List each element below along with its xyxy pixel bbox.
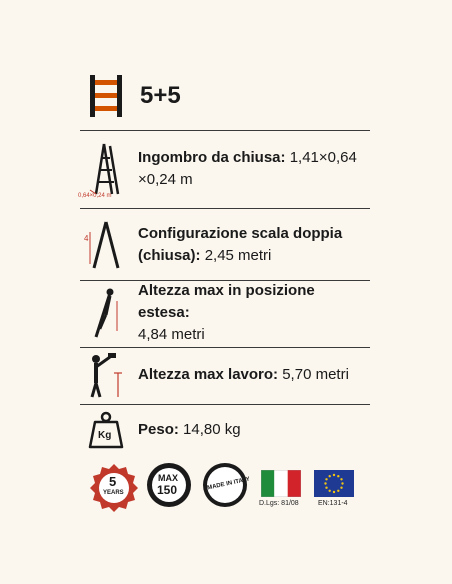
certification-badges [86, 462, 366, 522]
row-weight [80, 408, 370, 452]
folded-ladder-icon [80, 137, 132, 201]
divider [80, 347, 370, 348]
double-config-label-2: (chiusa): [138, 247, 201, 264]
closed-size-label: Ingombro da chiusa: [138, 149, 286, 166]
flag-caption: D.Lgs: 81/08 [259, 500, 299, 507]
row-double-config [80, 217, 370, 273]
eu-flag [314, 470, 354, 502]
divider [80, 208, 370, 209]
divider [80, 404, 370, 405]
closed-size-caption: 0,64×0,24 m [78, 193, 112, 199]
work-height-label: Altezza max lavoro: [138, 366, 279, 383]
ladder-icon [80, 74, 132, 118]
double-icon-caption: 4 [84, 234, 89, 243]
row-closed-size [80, 137, 370, 201]
work-height-text [138, 364, 349, 386]
row-extended-height [80, 282, 370, 343]
eu-caption: EN:131-4 [318, 500, 348, 507]
row-work-height [80, 350, 370, 400]
max-load-badge [146, 462, 192, 513]
weight-text [138, 419, 241, 441]
warranty-badge [90, 462, 138, 517]
double-config-label: Configurazione scala doppia [138, 225, 343, 242]
closed-size-value: 1,41×0,64 [289, 149, 357, 166]
warranty-number: 5 [109, 474, 117, 489]
double-config-value: 2,45 metri [204, 247, 272, 264]
weight-value: 14,80 kg [183, 421, 241, 438]
extended-height-label: Altezza max in posizione estesa: [138, 282, 315, 321]
closed-size-value-2: ×0,24 m [138, 171, 193, 188]
weight-label: Peso: [138, 421, 179, 438]
weight-icon [80, 411, 132, 449]
weight-icon-text: Kg [98, 430, 112, 441]
max-load-value: 150 [157, 483, 178, 497]
double-config-text [138, 223, 342, 267]
made-in-italy-text: MADE IN ITALY [206, 476, 251, 492]
worker-icon [80, 351, 132, 399]
row-steps [80, 72, 370, 120]
steps-value: 5+5 [140, 82, 181, 109]
warranty-text: YEARS [103, 490, 124, 496]
person-ladder-icon [80, 287, 132, 339]
extended-height-value: 4,84 metri [138, 326, 205, 343]
made-in-italy-badge [202, 462, 251, 513]
work-height-value: 5,70 metri [282, 366, 349, 383]
divider [80, 130, 370, 131]
extended-height-text [138, 280, 370, 346]
closed-size-text [138, 147, 357, 191]
max-load-top: MAX [158, 473, 178, 483]
italy-flag [261, 470, 301, 502]
a-frame-ladder-icon [80, 220, 132, 270]
